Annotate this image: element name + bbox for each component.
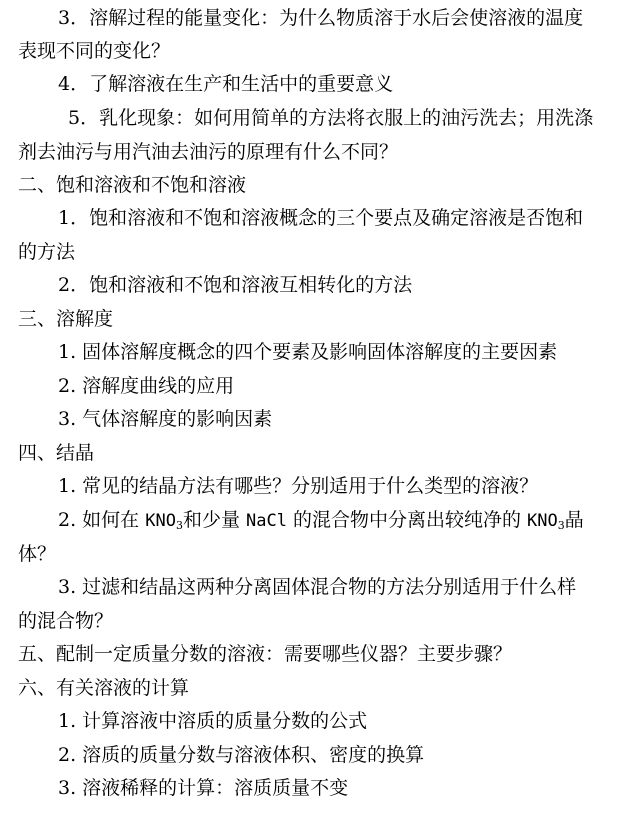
section-heading-solubility: 三、溶解度 [18,308,114,330]
item-4-significance: 4．了解溶液在生产和生活中的重要意义 [58,73,394,95]
crystallization-item-2-post: 晶 [564,509,584,531]
solubility-item-3: 3. 气体溶解度的影响因素 [58,408,273,430]
formula-kno3-b-subscript: 3 [557,519,565,532]
item-5-continuation: 剂去油污与用汽油去油污的原理有什么不同？ [18,141,399,163]
crystallization-item-3: 3. 过滤和结晶这两种分离固体混合物的方法分别适用于什么样 [58,576,577,598]
saturated-item-1: 1．饱和溶液和不饱和溶液概念的三个要点及确定溶液是否饱和 [58,207,584,229]
crystallization-item-3-continuation: 的混合物？ [18,610,114,632]
item-5-emulsification: 5．乳化现象：如何用简单的方法将衣服上的油污洗去；用洗涤 [68,107,594,129]
saturated-item-2: 2．饱和溶液和不饱和溶液互相转化的方法 [58,274,413,296]
solubility-item-2: 2. 溶解度曲线的应用 [58,375,235,397]
formula-nacl: NaCl [245,511,287,531]
calculation-item-2: 2. 溶质的质量分数与溶液体积、密度的换算 [58,744,425,766]
crystallization-item-1: 1. 常见的结晶方法有哪些？分别适用于什么类型的溶液？ [58,475,539,497]
calculation-item-1: 1. 计算溶液中溶质的质量分数的公式 [58,710,368,732]
calculation-item-3: 3. 溶液稀释的计算：溶质质量不变 [58,777,349,799]
section-heading-crystallization: 四、结晶 [18,442,95,464]
crystallization-item-2 [58,508,584,532]
formula-kno3-a-subscript: 3 [175,519,183,532]
crystallization-item-2-continuation: 体？ [18,543,57,565]
crystallization-item-2-pre: 2. 如何在 [58,509,146,531]
formula-kno3-b: KNO [527,511,558,531]
solubility-item-1: 1. 固体溶解度概念的四个要素及影响固体溶解度的主要因素 [58,341,558,363]
section-heading-saturated: 二、饱和溶液和不饱和溶液 [18,174,247,196]
item-3-energy-change: 3．溶解过程的能量变化：为什么物质溶于水后会使溶液的温度 [58,7,584,29]
section-heading-preparation: 五、配制一定质量分数的溶液：需要哪些仪器？主要步骤？ [18,643,513,665]
section-heading-calculation: 六、有关溶液的计算 [18,677,190,699]
saturated-item-1-continuation: 的方法 [18,241,76,263]
crystallization-item-2-mid2: 的混合物中分离出较纯净的 [286,509,528,531]
formula-kno3-a: KNO [145,511,176,531]
item-3-continuation: 表现不同的变化？ [18,40,171,62]
crystallization-item-2-mid: 和少量 [182,509,246,531]
